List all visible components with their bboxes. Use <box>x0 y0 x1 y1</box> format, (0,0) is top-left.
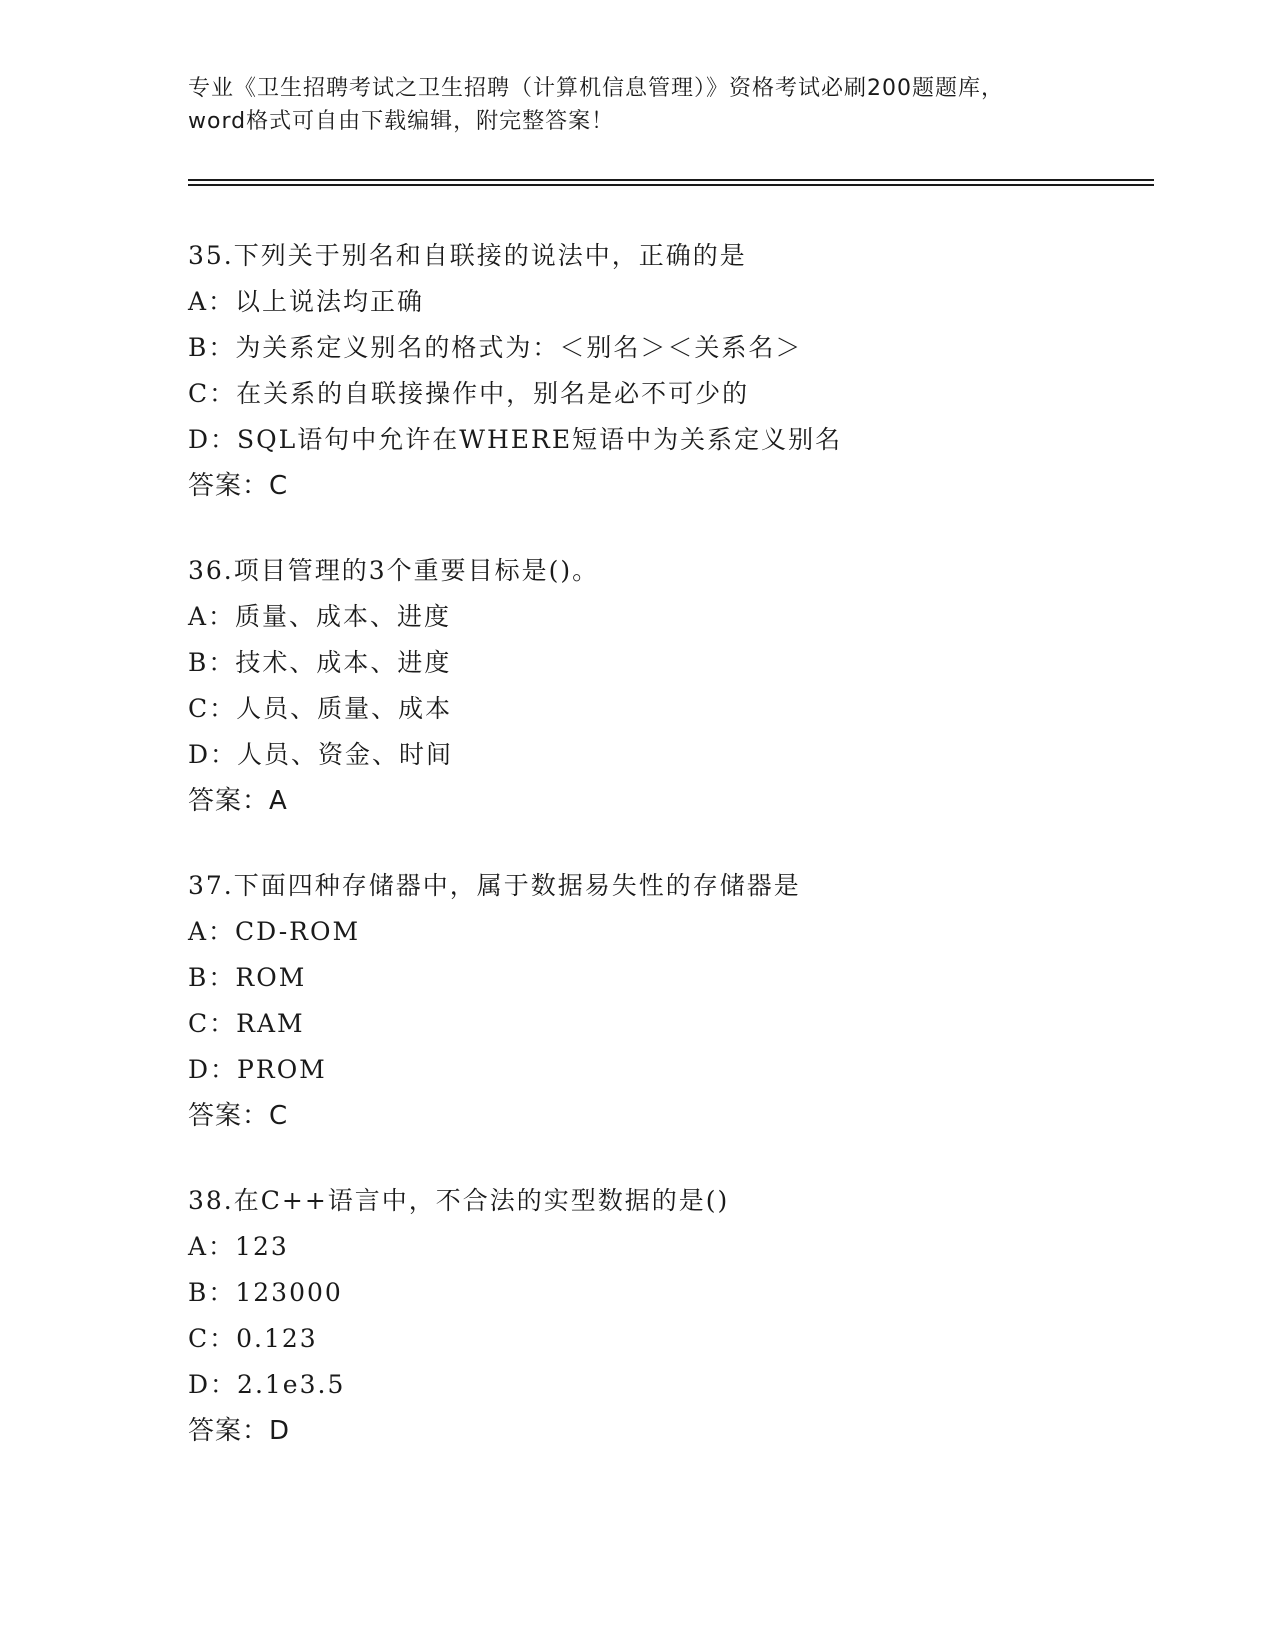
answer: 答案：C <box>188 471 289 501</box>
question-stem: 38.在C++语言中，不合法的实型数据的是() <box>188 1186 730 1215</box>
question-36 <box>188 548 1148 824</box>
option-d: D：人员、资金、时间 <box>188 740 454 769</box>
answer: 答案：C <box>188 1101 289 1131</box>
header-divider-top <box>188 179 1154 181</box>
option-d: D：2.1e3.5 <box>188 1370 346 1399</box>
option-a: A：CD-ROM <box>188 917 361 946</box>
header-divider-bottom <box>188 184 1154 186</box>
option-a: A：质量、成本、进度 <box>188 602 452 631</box>
answer: 答案：A <box>188 786 288 816</box>
header-title-line-2: word格式可自由下载编辑，附完整答案！ <box>188 109 615 134</box>
question-35 <box>188 233 1148 509</box>
document-header <box>188 72 1088 138</box>
header-title-line-1: 专业《卫生招聘考试之卫生招聘（计算机信息管理）》资格考试必刷200题题库， <box>188 76 1004 101</box>
option-b: B：技术、成本、进度 <box>188 648 452 677</box>
option-d: D：SQL语句中允许在WHERE短语中为关系定义别名 <box>188 425 843 454</box>
answer: 答案：D <box>188 1416 291 1446</box>
question-stem: 36.项目管理的3个重要目标是()。 <box>188 556 600 585</box>
option-d: D：PROM <box>188 1055 327 1084</box>
option-b: B：为关系定义别名的格式为：＜别名＞＜关系名＞ <box>188 333 803 362</box>
option-a: A：以上说法均正确 <box>188 287 425 316</box>
option-c: C：人员、质量、成本 <box>188 694 453 723</box>
question-stem: 35.下列关于别名和自联接的说法中，正确的是 <box>188 241 747 270</box>
question-stem: 37.下面四种存储器中，属于数据易失性的存储器是 <box>188 871 801 900</box>
option-c: C：RAM <box>188 1009 305 1038</box>
question-38 <box>188 1178 1148 1454</box>
option-b: B：123000 <box>188 1278 343 1307</box>
option-c: C：0.123 <box>188 1324 318 1353</box>
option-c: C：在关系的自联接操作中，别名是必不可少的 <box>188 379 750 408</box>
question-37 <box>188 863 1148 1139</box>
option-b: B：ROM <box>188 963 307 992</box>
option-a: A：123 <box>188 1232 289 1261</box>
